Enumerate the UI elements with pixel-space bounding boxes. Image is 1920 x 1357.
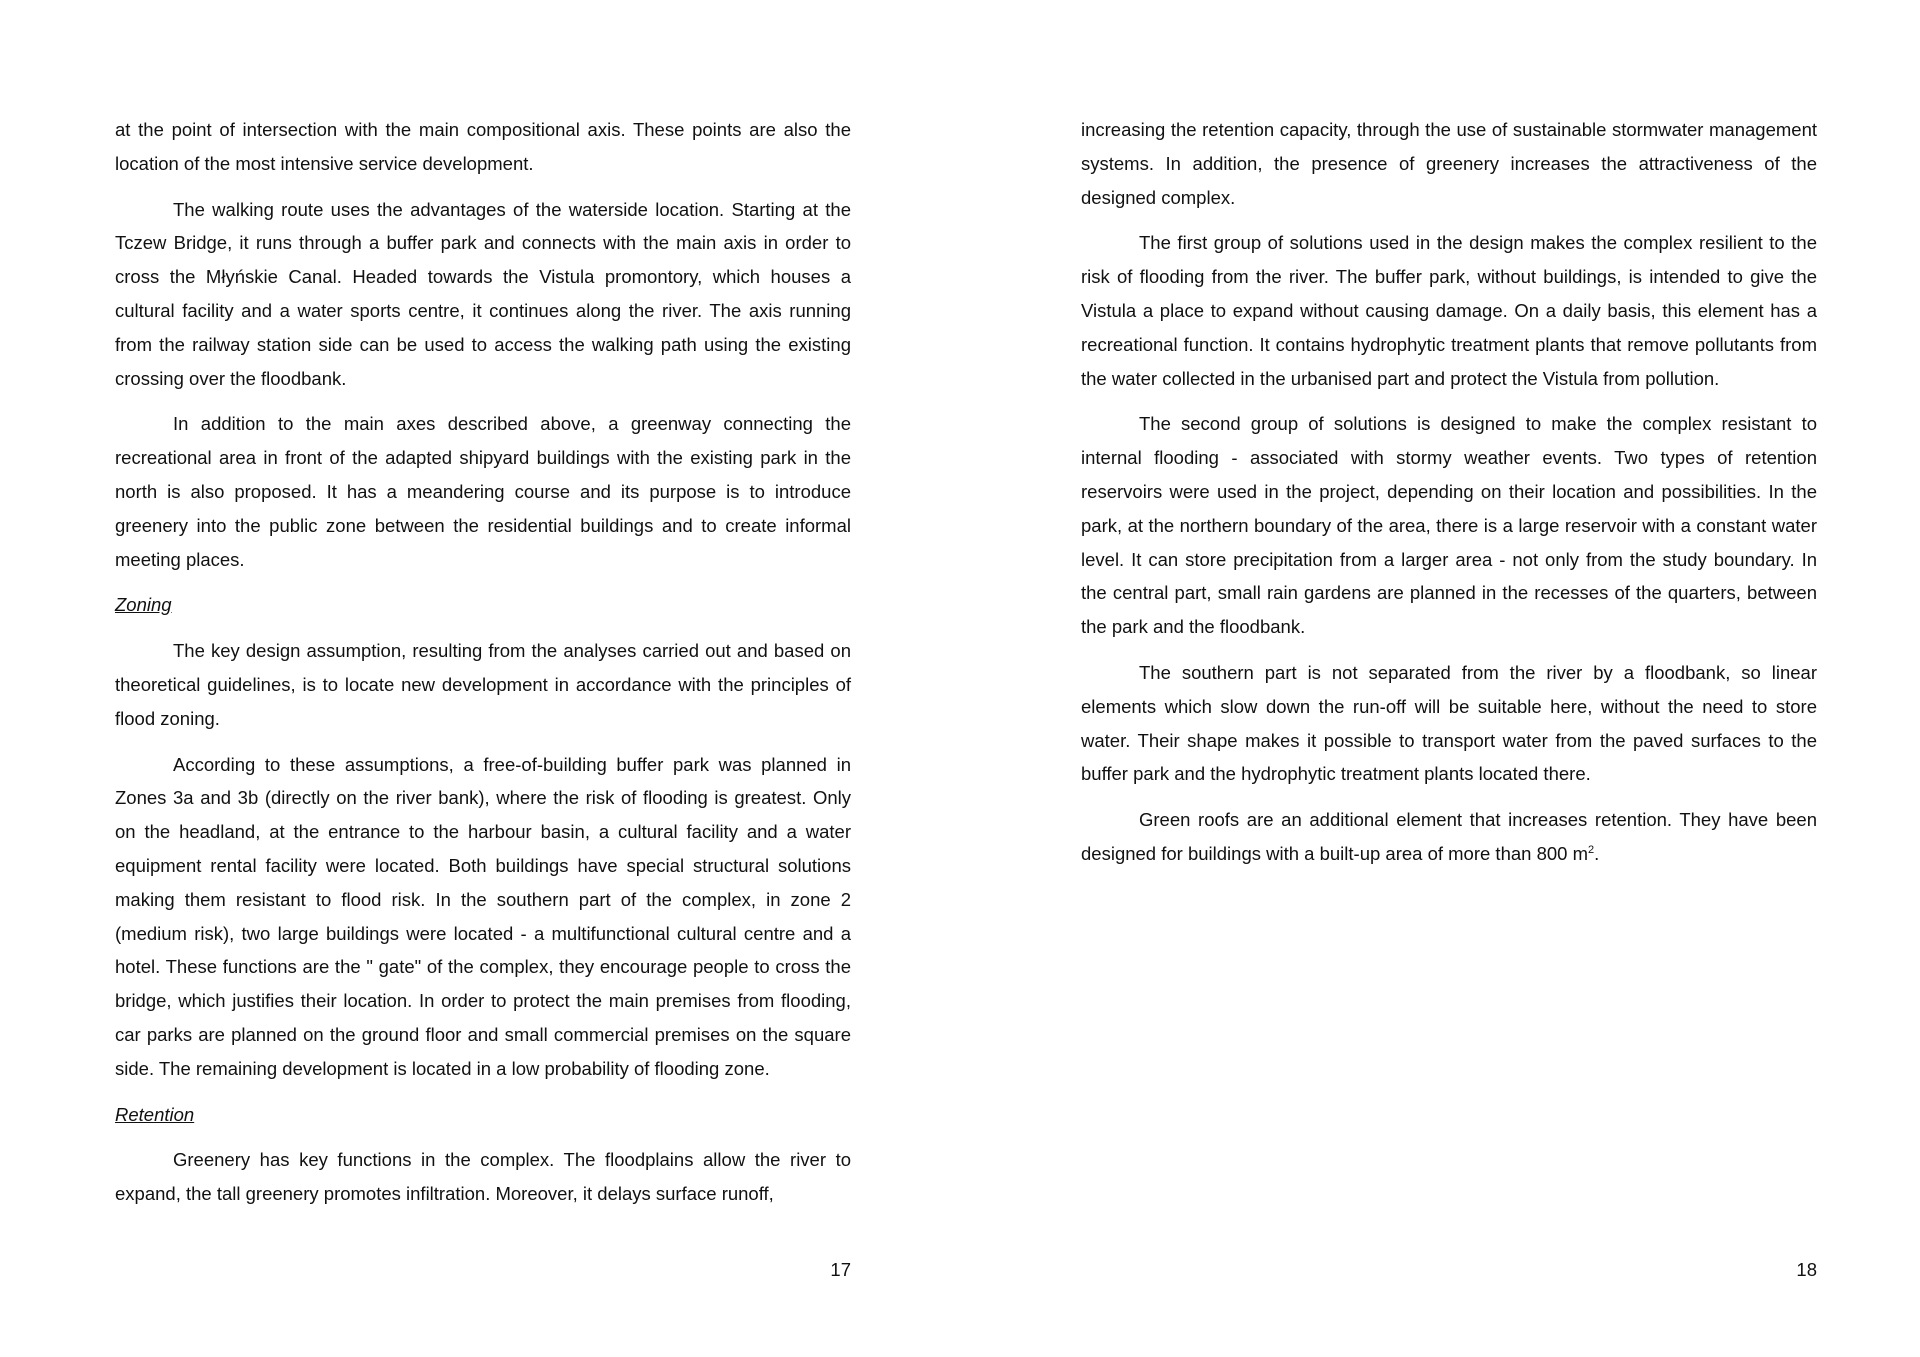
- paragraph: In addition to the main axes described above, a greenway connecting the recreational area in front of the adapted shipyard buildings with the existing park in the north is also proposed. It has a meandering course and its purpose is to introduce greenery into the public zone between the residential buildings and to create informal meeting places.: [115, 413, 851, 570]
- paragraph: The key design assumption, resulting from the analyses carried out and based on theoretical guidelines, is to locate new development in accordance with the principles of flood zoning.: [115, 640, 851, 729]
- paragraph-end: .: [1594, 842, 1600, 864]
- paragraph: The second group of solutions is designed to make the complex resistant to internal flooding - associated with stormy weather events. Two types of retention reservoirs were used in the project, depending on their location and possibilities. In the park, at the northern boundary of the area, there is a large reservoir with a constant water level. It can store precipitation from a larger area - not only from the study boundary. In the central part, small rain gardens are planned in the recesses of the quarters, between the park and the floodbank.: [1081, 413, 1817, 638]
- paragraph: increasing the retention capacity, through the use of sustainable stormwater management systems. In addition, the presence of greenery increases the attractiveness of the designed complex.: [1081, 119, 1817, 208]
- section-heading-zoning: Zoning: [115, 594, 172, 616]
- right-page: [1081, 113, 1817, 1293]
- superscript: 2: [1588, 843, 1595, 856]
- paragraph: Greenery has key functions in the complex. The floodplains allow the river to expand, the tall greenery promotes infiltration. Moreover, it delays surface runoff,: [115, 1149, 851, 1205]
- page-number: 18: [1796, 1259, 1817, 1280]
- page-number: 17: [830, 1259, 851, 1280]
- section-heading-retention: Retention: [115, 1103, 195, 1125]
- paragraph: The walking route uses the advantages of the waterside location. Starting at the Tczew Bridge, it runs through a buffer park and connects with the main axis in order to cross the Młyńskie Canal. Headed towards the Vistula promontory, which houses a cultural facility and a water sports centre, it continues along the river. The axis running from the railway station side can be used to access the walking path using the existing crossing over the floodbank.: [115, 198, 851, 389]
- paragraph: According to these assumptions, a free-of-building buffer park was planned in Zones 3a and 3b (directly on the river bank), where the risk of flooding is greatest. Only on the headland, at the entrance to the harbour basin, a cultural facility and a water equipment rental facility were located. Both buildings have special structural solutions making them resistant to flood risk. In the southern part of the complex, in zone 2 (medium risk), two large buildings were located - a multifunctional cultural centre and a hotel. These functions are the " gate" of the complex, they encourage people to cross the bridge, which justifies their location. In order to protect the main premises from flooding, car parks are planned on the ground floor and small commercial premises on the square side. The remaining development is located in a low probability of flooding zone.: [115, 753, 851, 1079]
- left-page: [115, 113, 851, 1293]
- paragraph: The southern part is not separated from the river by a floodbank, so linear elements which slow down the run-off will be suitable here, without the need to store water. Their shape makes it possible to transport water from the paved surfaces to the buffer park and the hydrophytic treatment plants located there.: [1081, 661, 1817, 785]
- paragraph-text: Green roofs are an additional element that increases retention. They have been designed for buildings with a built-up area of more than 800 m: [1081, 809, 1817, 864]
- paragraph-green-roofs: [1081, 803, 1817, 871]
- paragraph: at the point of intersection with the main compositional axis. These points are also the location of the most intensive service development.: [115, 119, 851, 174]
- paragraph: The first group of solutions used in the design makes the complex resilient to the risk of flooding from the river. The buffer park, without buildings, is intended to give the Vistula a place to expand without causing damage. On a daily basis, this element has a recreational function. It contains hydrophytic treatment plants that remove pollutants from the water collected in the urbanised part and protect the Vistula from pollution.: [1081, 232, 1817, 389]
